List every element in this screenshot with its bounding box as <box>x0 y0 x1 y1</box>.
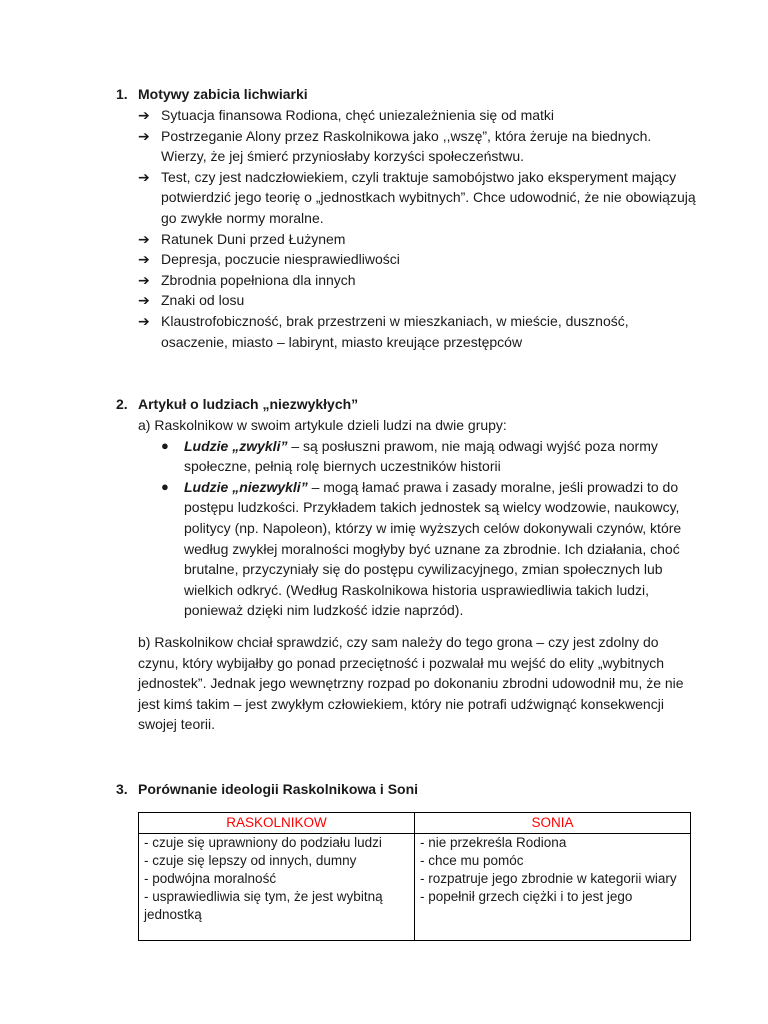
section-1-heading <box>116 86 308 102</box>
article-intro: a) Raskolnikow w swoim artykule dzieli ludzi na dwie grupy: <box>138 417 507 433</box>
groups-list <box>161 436 698 621</box>
list-item: ➔ Depresja, poczucie niesprawiedliwości <box>138 249 698 270</box>
list-item: ➔ Zbrodnia popełniona dla innych <box>138 270 698 291</box>
section-2-heading <box>116 396 358 412</box>
section-3-heading <box>116 781 418 797</box>
list-item: ➔ Postrzeganie Alony przez Raskolnikowa jako ,,wszę”, która żeruje na biednych. Wierzy, że jej śmierć przyniosłaby korzyści społeczeństwu. <box>138 127 652 165</box>
arrow-right-icon: ➔ <box>138 230 150 247</box>
arrow-right-icon: ➔ <box>138 168 150 185</box>
section-1-number: 1. <box>116 86 128 102</box>
list-item: ➔ Ratunek Duni przed Łużynem <box>138 229 698 250</box>
bullet-dot-icon: ● <box>161 437 169 453</box>
list-item: ➔ Klaustrofobiczność, brak przestrzeni w mieszkaniach, w mieście, duszność, osaczenie, miasto – labirynt, miasto kreujące przestępców <box>138 312 629 350</box>
column-header-sonia: SONIA <box>415 813 691 834</box>
column-header-raskolnikow: RASKOLNIKOW <box>139 813 415 834</box>
section-2-title: Artykuł o ludziach „niezwykłych” <box>138 396 359 412</box>
table-row <box>139 834 691 941</box>
comparison-table <box>138 812 691 941</box>
list-item: ➔ Znaki od losu <box>138 290 698 311</box>
arrow-right-icon: ➔ <box>138 312 150 329</box>
section-2-number: 2. <box>116 396 128 412</box>
list-item: ● Ludzie „zwykli” – są posłuszni prawom, nie mają odwagi wyjść poza normy społeczne, pełnią rolę biernych uczestników historii <box>161 437 658 475</box>
motives-list <box>138 105 698 352</box>
paragraph-b: b) Raskolnikow chciał sprawdzić, czy sam należy do tego grona – czy jest zdolny do czynu, który wybijałby go ponad przeciętność i pozwalał mu wejść do elity „wybitnych jednostek”. Jednak jego wewnętrzny rozpad po dokonaniu zbrodni udowodnił mu, że nie jest kimś takim – jest zwykłym człowiekiem, który nie potrafi udźwignąć konsekwencji swojej teorii. <box>138 633 684 733</box>
list-item: ➔ Sytuacja finansowa Rodiona, chęć uniezależnienia się od matki <box>138 105 698 126</box>
raskolnikow-cell: - czuje się uprawniony do podziału ludzi - czuje się lepszy od innych, dumny - podwójna moralność - usprawiedliwia się tym, że jest wybitną jednostką <box>139 834 415 941</box>
arrow-right-icon: ➔ <box>138 127 150 144</box>
section-3-number: 3. <box>116 781 128 797</box>
list-item: ➔ Test, czy jest nadczłowiekiem, czyli traktuje samobójstwo jako eksperyment mający potwierdzić jego teorię o „jednostkach wybitnych”. Chce udowodnić, że nie obowiązują go zwykłe normy moralne. <box>138 168 696 226</box>
arrow-right-icon: ➔ <box>138 292 150 309</box>
section-3-title: Porównanie ideologii Raskolnikowa i Soni <box>138 781 419 797</box>
table-header-row <box>139 813 691 834</box>
arrow-right-icon: ➔ <box>138 271 150 288</box>
sonia-cell: - nie przekreśla Rodiona - chce mu pomóc - rozpatruje jego zbrodnie w kategorii wiary - popełnił grzech ciężki i to jest jego <box>415 834 691 941</box>
arrow-right-icon: ➔ <box>138 251 150 268</box>
list-item: ● Ludzie „niezwykli” – mogą łamać prawa i zasady moralne, jeśli prowadzi to do postępu ludzkości. Przykładem takich jednostek są wielcy wodzowie, naukowcy, politycy (np. Napoleon), którzy w imię wyższych celów dokonywali czynów, które według zwykłej moralności mogłyby być uznane za zbrodnie. Ich działania, choć brutalne, przyczyniały się do postępu cywilizacyjnego, zmian społecznych lub wielkich odkryć. (Według Raskolnikowa historia usprawiedliwia takich ludzi, ponieważ dzięki nim ludzkość idzie naprzód). <box>161 478 682 619</box>
arrow-right-icon: ➔ <box>138 107 150 123</box>
bullet-dot-icon: ● <box>161 478 169 494</box>
article-section <box>138 415 698 735</box>
section-1-title: Motywy zabicia lichwiarki <box>138 86 308 102</box>
